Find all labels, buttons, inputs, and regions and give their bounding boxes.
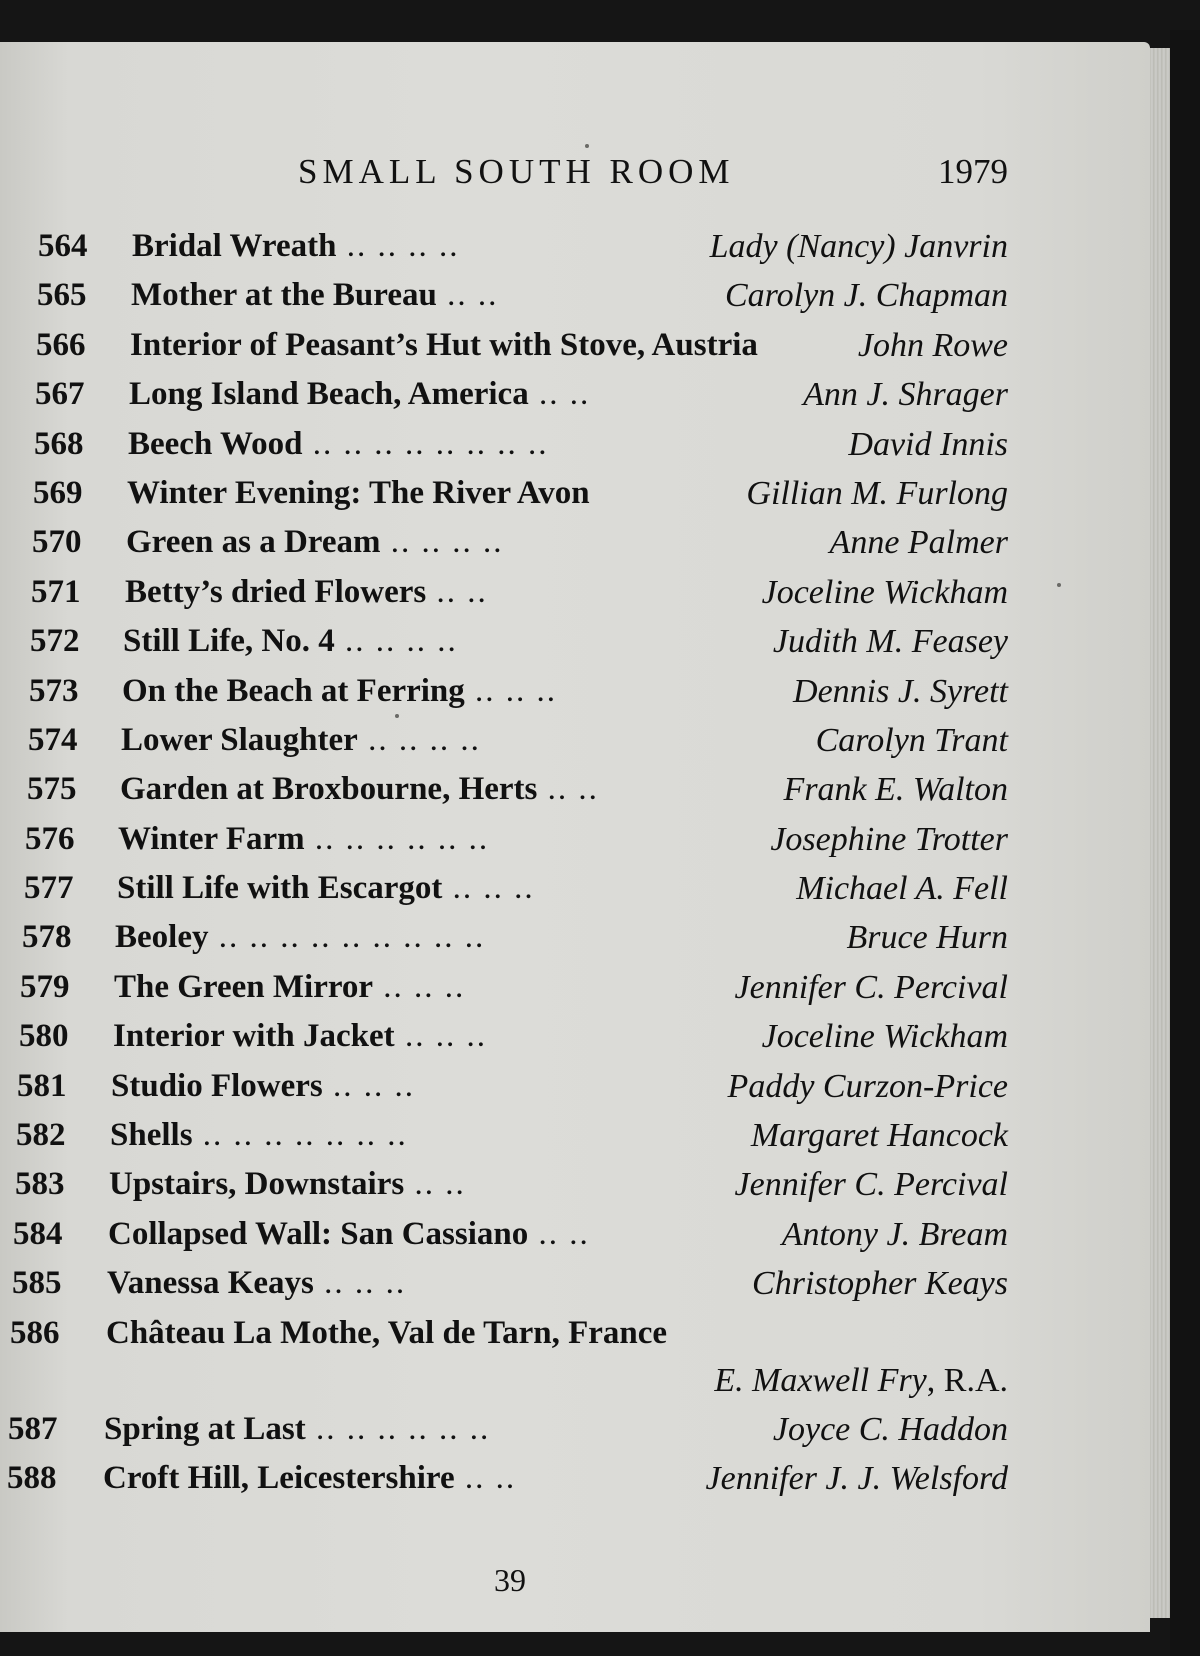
entry-title xyxy=(117,864,535,913)
catalogue-entry xyxy=(0,963,1150,1012)
entry-title xyxy=(108,1210,590,1259)
dot-leader: .. .. .. xyxy=(373,968,466,1005)
background-shadow xyxy=(1170,30,1200,1656)
entry-title-text: Spring at Last xyxy=(104,1410,306,1447)
dot-leader: .. .. .. .. .. .. .. .. xyxy=(302,425,549,462)
catalogue-entry xyxy=(0,765,1150,814)
dot-leader: .. .. xyxy=(426,573,488,610)
entry-artist: Anne Palmer xyxy=(829,524,1008,562)
entry-title-text: Mother at the Bureau xyxy=(131,277,437,314)
entry-title-text: Shells xyxy=(110,1117,193,1154)
catalogue-entry xyxy=(0,617,1150,666)
page-number: 39 xyxy=(494,1562,526,1598)
entry-title xyxy=(123,617,458,666)
entry-number: 585 xyxy=(12,1265,62,1302)
entry-title-text: Beech Wood xyxy=(128,425,303,462)
entry-artist: David Innis xyxy=(848,425,1008,463)
catalogue-page xyxy=(0,42,1150,1632)
catalogue-entry xyxy=(0,321,1150,370)
entry-number: 574 xyxy=(28,721,78,758)
entry-artist: Christopher Keays xyxy=(752,1265,1008,1303)
catalogue-entry xyxy=(0,469,1150,518)
dot-leader: .. .. .. .. xyxy=(336,228,460,264)
dot-leader: .. .. .. xyxy=(464,672,558,709)
entry-artist: Joyce C. Haddon xyxy=(772,1410,1008,1448)
entry-title-text: Vanessa Keays xyxy=(107,1265,314,1302)
entry-artist: Margaret Hancock xyxy=(750,1117,1008,1155)
entry-title-text: Interior of Peasant’s Hut with Stove, Austria xyxy=(130,326,758,363)
entry-title xyxy=(128,420,549,469)
entry-number: 568 xyxy=(34,425,84,462)
entry-title xyxy=(111,1062,415,1111)
entry-title-text: Still Life, No. 4 xyxy=(123,623,335,660)
dot-leader: .. .. .. xyxy=(313,1265,407,1302)
catalogue-entry xyxy=(0,222,1150,271)
entry-title-text: Interior with Jacket xyxy=(113,1018,395,1055)
paper-speck xyxy=(585,144,589,148)
dot-leader: .. .. .. .. xyxy=(334,623,458,660)
entry-artist: Josephine Trotter xyxy=(770,820,1008,858)
entry-artist: Carolyn Trant xyxy=(815,721,1008,759)
entry-artist: Paddy Curzon-Price xyxy=(727,1067,1008,1105)
entry-title-text: Studio Flowers xyxy=(111,1067,323,1104)
dot-leader: .. .. .. .. .. .. xyxy=(305,1410,491,1447)
entry-number: 570 xyxy=(32,524,82,561)
entry-title xyxy=(129,370,590,419)
paper-speck xyxy=(1057,583,1061,587)
year-label: 1979 xyxy=(938,152,1008,191)
entry-title xyxy=(118,815,489,864)
entry-number: 566 xyxy=(36,326,86,363)
entry-title xyxy=(109,1160,466,1209)
entry-artist: Judith M. Feasey xyxy=(772,623,1008,661)
dot-leader: .. .. .. .. .. .. .. xyxy=(192,1117,408,1154)
entry-artist: Lady (Nancy) Janvrin xyxy=(709,228,1008,265)
entry-title xyxy=(121,716,481,765)
entry-artist: John Rowe xyxy=(857,326,1008,364)
entry-title-text: Bridal Wreath xyxy=(132,228,337,264)
page-content xyxy=(0,42,1150,1632)
entry-title-text: The Green Mirror xyxy=(114,968,374,1005)
dot-leader: .. .. xyxy=(528,1215,590,1252)
entry-number: 564 xyxy=(38,228,88,264)
entry-title-text: Upstairs, Downstairs xyxy=(109,1166,405,1203)
entry-number: 580 xyxy=(19,1018,69,1055)
entry-artist xyxy=(714,1356,1008,1405)
dot-leader: .. .. .. .. .. .. xyxy=(304,820,490,857)
dot-leader: .. .. xyxy=(436,277,499,314)
page-edges xyxy=(1150,48,1170,1618)
catalogue-entry xyxy=(0,1405,1150,1454)
catalogue-entry xyxy=(0,1012,1150,1061)
entry-title-text: Garden at Broxbourne, Herts xyxy=(120,771,538,808)
dot-leader: .. .. xyxy=(454,1459,517,1496)
dot-leader: .. .. .. xyxy=(394,1018,487,1055)
catalogue-entry xyxy=(0,271,1150,320)
catalogue-entry xyxy=(0,568,1150,617)
entry-title-text: Croft Hill, Leicestershire xyxy=(103,1459,455,1496)
entry-title xyxy=(106,1309,667,1358)
dot-leader: .. .. xyxy=(537,771,599,808)
entry-title-text: Winter Evening: The River Avon xyxy=(127,474,590,511)
entry-artist: Joceline Wickham xyxy=(761,573,1008,611)
entry-title xyxy=(131,271,498,320)
entry-number: 576 xyxy=(25,820,75,857)
dot-leader: .. .. .. .. xyxy=(380,524,504,561)
catalogue-list xyxy=(0,222,1150,1503)
entry-number: 575 xyxy=(27,771,77,808)
entry-artist: Jennifer J. J. Welsford xyxy=(705,1459,1008,1497)
catalogue-entry xyxy=(0,518,1150,567)
catalogue-entry xyxy=(0,1309,1150,1405)
dot-leader: .. .. .. xyxy=(442,870,535,907)
entry-artist: Ann J. Shrager xyxy=(803,376,1008,414)
catalogue-entry xyxy=(0,1111,1150,1160)
entry-artist-name: E. Maxwell Fry xyxy=(714,1361,927,1399)
catalogue-entry xyxy=(0,370,1150,419)
entry-number: 565 xyxy=(37,277,87,314)
entry-title-text: Lower Slaughter xyxy=(121,721,358,758)
dot-leader: .. .. .. xyxy=(322,1067,416,1104)
entry-artist: Dennis J. Syrett xyxy=(793,672,1008,710)
entry-title xyxy=(110,1111,408,1160)
dot-leader: .. .. xyxy=(404,1166,466,1203)
entry-artist: Antony J. Bream xyxy=(781,1215,1008,1253)
dot-leader: .. .. xyxy=(528,376,591,413)
catalogue-entry xyxy=(0,667,1150,716)
catalogue-entry xyxy=(0,1210,1150,1259)
entry-title-text: Winter Farm xyxy=(118,820,305,857)
entry-artist: Carolyn J. Chapman xyxy=(724,277,1008,315)
entry-number: 567 xyxy=(35,376,85,413)
entry-title-text: Long Island Beach, America xyxy=(129,376,529,413)
entry-number: 571 xyxy=(31,573,81,610)
entry-number: 586 xyxy=(10,1314,60,1351)
entry-number: 587 xyxy=(8,1410,58,1447)
entry-title-text: Betty’s dried Flowers xyxy=(125,573,427,610)
entry-number: 572 xyxy=(30,623,80,660)
dot-leader: .. .. .. .. xyxy=(357,721,481,758)
entry-title xyxy=(130,321,758,370)
entry-title xyxy=(104,1405,490,1454)
entry-title xyxy=(120,765,599,814)
entry-title xyxy=(113,1012,487,1061)
room-title: SMALL SOUTH ROOM xyxy=(298,152,735,191)
entry-artist: Joceline Wickham xyxy=(761,1018,1008,1056)
paper-speck xyxy=(395,714,399,718)
entry-title-text: Beoley xyxy=(115,919,209,956)
entry-title xyxy=(103,1454,516,1503)
entry-number: 588 xyxy=(7,1459,57,1496)
entry-artist: Bruce Hurn xyxy=(846,919,1008,957)
entry-title-text: Green as a Dream xyxy=(126,524,381,561)
entry-artist: Jennifer C. Percival xyxy=(734,968,1008,1006)
entry-artist: Jennifer C. Percival xyxy=(734,1166,1008,1204)
entry-number: 579 xyxy=(20,968,70,1005)
entry-title xyxy=(122,667,557,716)
catalogue-entry xyxy=(0,1259,1150,1308)
running-head xyxy=(0,152,1150,202)
catalogue-entry xyxy=(0,420,1150,469)
entry-number: 584 xyxy=(13,1215,63,1252)
entry-number: 569 xyxy=(33,474,83,511)
catalogue-entry xyxy=(0,1454,1150,1503)
entry-title xyxy=(132,222,459,271)
entry-title-text: Château La Mothe, Val de Tarn, France xyxy=(106,1314,668,1351)
entry-title-text: Still Life with Escargot xyxy=(117,870,443,907)
entry-title-text: Collapsed Wall: San Cassiano xyxy=(108,1215,529,1252)
entry-artist: Frank E. Walton xyxy=(783,771,1008,809)
entry-number: 578 xyxy=(22,919,72,956)
entry-title xyxy=(107,1259,406,1308)
entry-number: 583 xyxy=(15,1166,65,1203)
catalogue-entry xyxy=(0,864,1150,913)
catalogue-entry xyxy=(0,1160,1150,1209)
entry-artist: Michael A. Fell xyxy=(796,870,1008,908)
entry-title xyxy=(115,913,485,962)
entry-number: 582 xyxy=(16,1117,66,1154)
catalogue-entry xyxy=(0,913,1150,962)
dot-leader: .. .. .. .. .. .. .. .. .. xyxy=(208,919,486,956)
catalogue-entry xyxy=(0,1062,1150,1111)
entry-artist: Gillian M. Furlong xyxy=(746,474,1008,512)
catalogue-entry xyxy=(0,815,1150,864)
catalogue-entry xyxy=(0,716,1150,765)
entry-number: 577 xyxy=(24,870,74,907)
entry-number: 581 xyxy=(17,1067,67,1104)
entry-title-text: On the Beach at Ferring xyxy=(122,672,465,709)
entry-number: 573 xyxy=(29,672,79,709)
entry-artist-honours: , R.A. xyxy=(926,1361,1008,1399)
entry-title xyxy=(114,963,465,1012)
entry-title xyxy=(127,469,590,518)
entry-title xyxy=(126,518,503,567)
entry-title xyxy=(125,568,488,617)
